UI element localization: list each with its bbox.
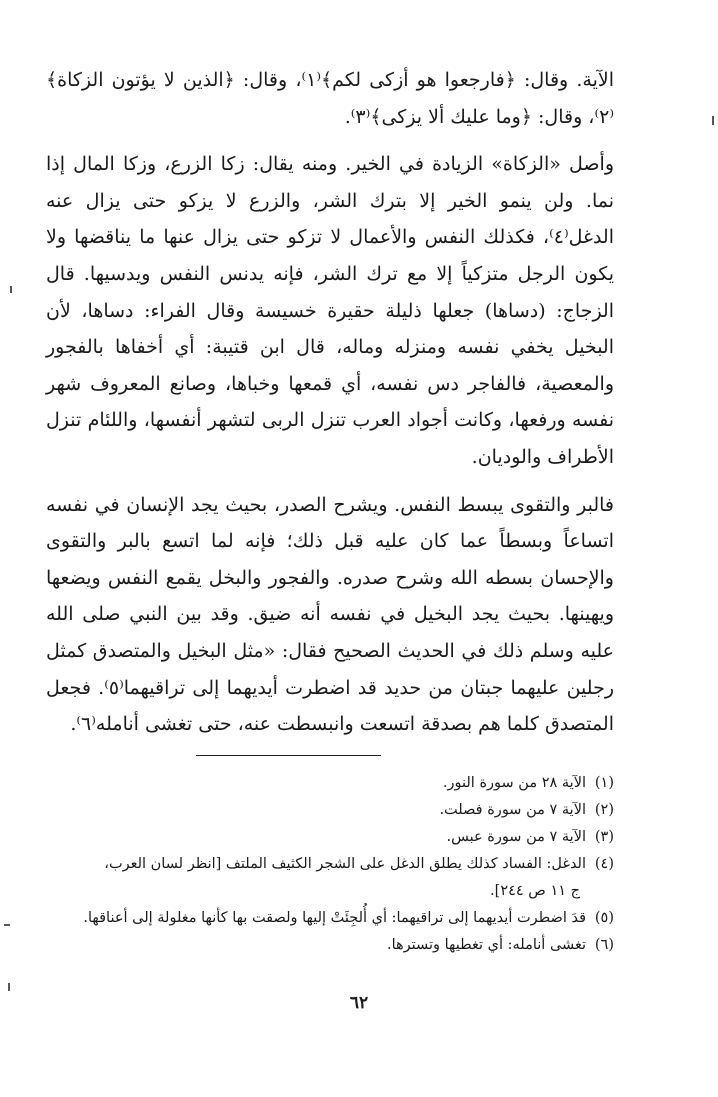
footnote-number: (١) [594, 775, 614, 791]
footnote-number: (٤) [594, 856, 614, 872]
footnote-4-continuation: ج ١١ ص ٢٤٤]. [490, 883, 580, 899]
footnote-text: قدَ اضطرت أيديهما إلى تراقيهما: أي أُلجِئَتْ إليها ولصقت بها كأنها مغلولة إلى أعناقها. [83, 910, 586, 926]
page-number: ٦٢ [349, 993, 369, 1013]
scan-mark [8, 983, 10, 991]
footnotes [56, 770, 614, 959]
scan-mark [10, 286, 12, 293]
footnote-number: (٣) [594, 829, 614, 845]
footnote-1 [56, 770, 614, 797]
footnote-text: الآية ٧ من سورة فصلت. [439, 802, 586, 818]
footnote-text: تغشى أنامله: أي تغطيها وتسترها. [387, 937, 586, 953]
paragraph-1: الآية. وقال: ﴿فارجعوا هو أزكى لكم﴾⁽١⁾، وقال: ﴿الذين لا يؤتون الزكاة﴾⁽٢⁾، وقال: ﴿وما عليك ألا يزكى﴾⁽٣⁾. [46, 69, 614, 128]
scan-mark [4, 924, 10, 926]
footnote-text: الدغل: الفساد كذلك يطلق الدغل على الشجر الكثيف الملتف [انظر لسان العرب، [104, 856, 586, 872]
footnote-number: (٥) [594, 910, 614, 926]
footnote-text: الآية ٢٨ من سورة النور. [442, 775, 586, 791]
footnote-6 [56, 932, 614, 959]
footnote-3 [56, 824, 614, 851]
main-text [46, 62, 614, 743]
footnote-5 [56, 905, 614, 932]
footnote-2 [56, 797, 614, 824]
footnote-text: الآية ٧ من سورة عبس. [446, 829, 586, 845]
footnote-number: (٢) [594, 802, 614, 818]
footnote-divider [196, 755, 381, 756]
footnote-number: (٦) [594, 937, 614, 953]
footnote-4 [56, 851, 614, 878]
paragraph-2: وأصل «الزكاة» الزيادة في الخير. ومنه يقال: زكا الزرع، وزكا المال إذا نما. ولن ينمو الخير إلا بترك الشر، والزرع لا يزكو حتى يزال عنه الدغل⁽٤⁾، فكذلك النفس والأعمال لا تزكو حتى يزال عنها ما يناقضها ولا يكون الرجل متزكياً إلا مع ترك الشر، فإنه يدنس النفس ويدسيها. قال الزجاج: (دساها) جعلها ذليلة حقيرة خسيسة وقال الفراء: دساها، لأن البخيل يخفي نفسه ومنزله وماله، قال ابن قتيبة: أي أخفاها بالفجور والمعصية، فالفاجر دس نفسه، أي قمعها وخباها، وصانع المعروف شهر نفسه ورفعها، وكانت أجواد العرب تنزل الربى لتشهر أنفسها، واللئام تنزل الأطراف والوديان. [46, 153, 614, 468]
scan-mark [712, 116, 714, 125]
paragraph-3: فالبر والتقوى يبسط النفس. ويشرح الصدر، بحيث يجد الإنسان في نفسه اتساعاً وبسطاً عما كان عليه قبل ذلك؛ فإنه لما اتسع بالبر والتقوى والإحسان بسطه الله وشرح صدره. والفجور والبخل يقمع النفس ويضعها ويهينها. بحيث يجد البخيل في نفسه أنه ضيق. وقد بين النبي صلى الله عليه وسلم ذلك في الحديث الصحيح فقال: «مثل البخيل والمتصدق كمثل رجلين عليهما جبتان من حديد قد اضطرت أيديهما إلى تراقيهما⁽٥⁾. فجعل المتصدق كلما هم بصدقة اتسعت وانبسطت عنه، حتى تغشى أنامله⁽٦⁾. [46, 493, 615, 736]
